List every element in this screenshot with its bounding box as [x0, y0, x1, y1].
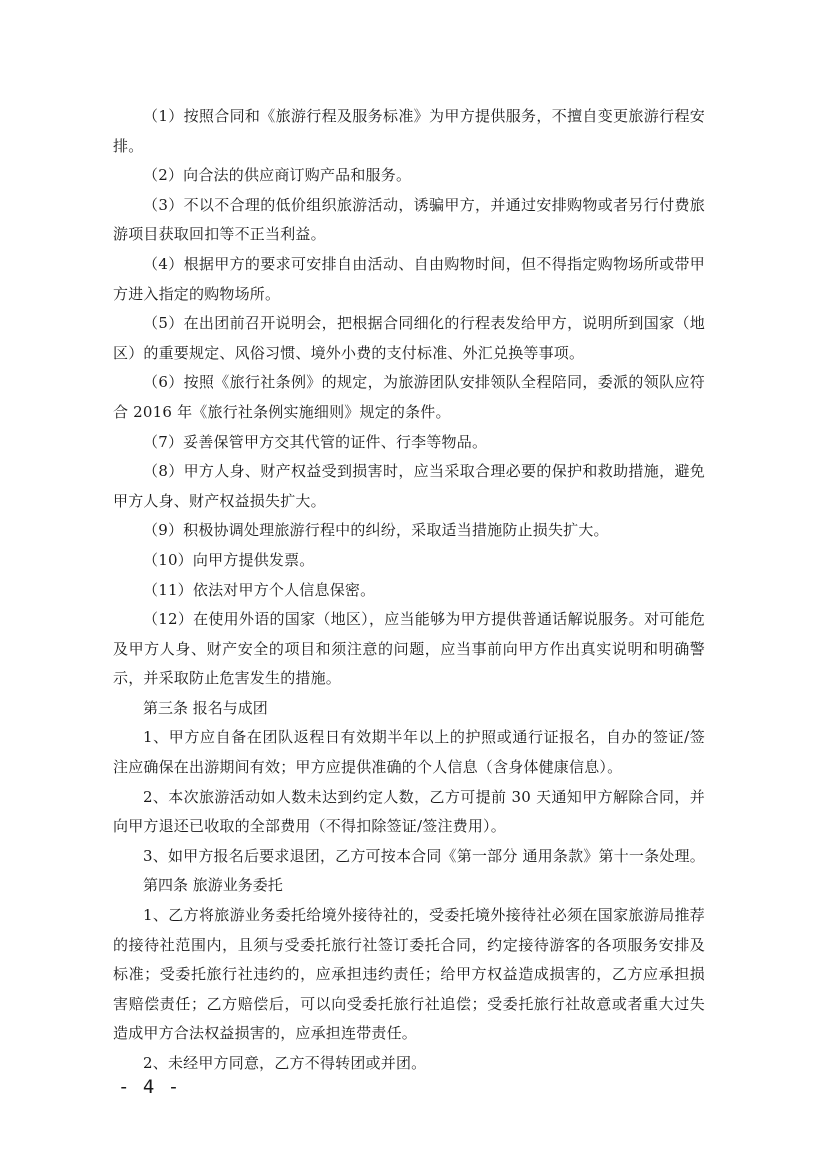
paragraph-7: （7）妥善保管甲方交其代管的证件、行李等物品。	[143, 432, 488, 451]
section-heading-article-3: 第三条 报名与成团	[143, 698, 268, 717]
paragraph-12: （12）在使用外语的国家（地区），应当能够为甲方提供普通话解说服务。对可能危及甲方人身、财产安全的项目和须注意的问题，应当事前向甲方作出真实说明和明确警示，并采取防止危害发生的措施。	[113, 610, 705, 688]
paragraph-11: （11）依法对甲方个人信息保密。	[143, 580, 376, 599]
paragraph-article-4-item-2: 2、未经甲方同意，乙方不得转团或并团。	[143, 1054, 427, 1072]
paragraph-3: （3）不以不合理的低价组织旅游活动，诱骗甲方，并通过安排购物或者另行付费旅游项目获取回扣等不正当利益。	[113, 195, 705, 244]
paragraph-6: （6）按照《旅行社条例》的规定，为旅游团队安排领队全程陪同，委派的领队应符合 2016 年《旅行社条例实施细则》规定的条件。	[113, 373, 705, 421]
document-page	[113, 102, 705, 1079]
paragraph-10: （10）向甲方提供发票。	[143, 550, 315, 569]
paragraph-article-3-item-2: 2、本次旅游活动如人数未达到约定人数，乙方可提前 30 天通知甲方解除合同，并向甲方退还已收取的全部费用（不得扣除签证/签注费用）。	[113, 787, 705, 836]
paragraph-9: （9）积极协调处理旅游行程中的纠纷，采取适当措施防止损失扩大。	[143, 521, 609, 540]
paragraph-5: （5）在出团前召开说明会，把根据合同细化的行程表发给甲方，说明所到国家（地区）的重要规定、风俗习惯、境外小费的支付标准、外汇兑换等事项。	[113, 314, 705, 362]
page-number: - 4 -	[118, 1076, 181, 1098]
section-heading-article-4: 第四条 旅游业务委托	[143, 876, 283, 895]
paragraph-8: （8）甲方人身、财产权益受到损害时，应当采取合理必要的保护和救助措施，避免甲方人身、财产权益损失扩大。	[113, 462, 705, 510]
paragraph-article-3-item-1: 1、甲方应自备在团队返程日有效期半年以上的护照或通行证报名，自办的签证/签注应确保在出游期间有效；甲方应提供准确的个人信息（含身体健康信息）。	[113, 728, 705, 777]
paragraph-1: （1）按照合同和《旅游行程及服务标准》为甲方提供服务，不擅自变更旅游行程安排。	[113, 107, 705, 155]
paragraph-article-3-item-3: 3、如甲方报名后要求退团，乙方可按本合同《第一部分 通用条款》第十一条处理。	[143, 846, 705, 865]
paragraph-article-4-item-1: 1、乙方将旅游业务委托给境外接待社的，受委托境外接待社必须在国家旅游局推荐的接待社范围内，且须与受委托旅行社签订委托合同，约定接待游客的各项服务安排及标准；受委托旅行社违约的，应承担违约责任；给甲方权益造成损害的，乙方应承担损害赔偿责任；乙方赔偿后，可以向受委托旅行社追偿；受委托旅行社故意或者重大过失造成甲方合法权益损害的，应承担连带责任。	[113, 906, 705, 1043]
paragraph-2: （2）向合法的供应商订购产品和服务。	[143, 166, 412, 185]
paragraph-4: （4）根据甲方的要求可安排自由活动、自由购物时间，但不得指定购物场所或带甲方进入指定的购物场所。	[113, 254, 705, 303]
